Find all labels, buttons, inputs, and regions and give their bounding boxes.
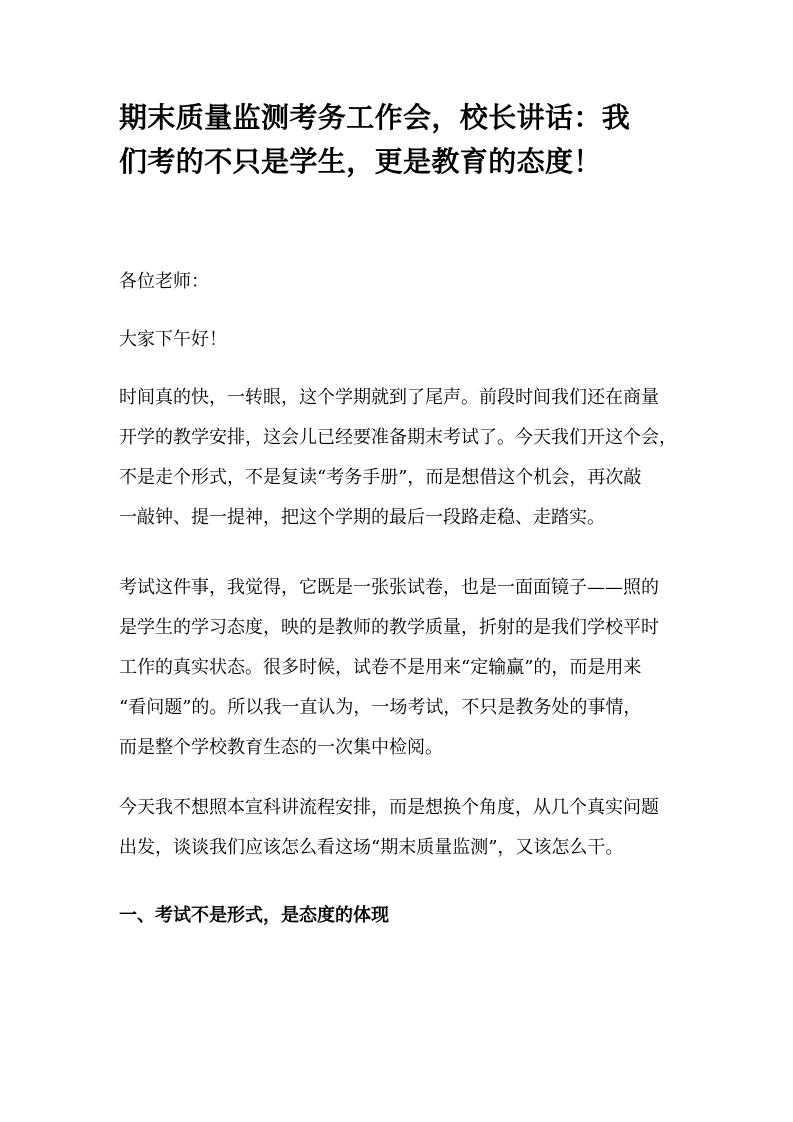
body-paragraph: [119, 378, 689, 538]
salutation: 各位老师：: [119, 271, 209, 292]
document-title: [119, 96, 689, 184]
title-line: 们考的不只是学生，更是教育的态度！: [119, 145, 602, 178]
paragraph-line: 工作的真实状态。很多时候，试卷不是用来“定输赢”的，而是用来: [119, 657, 642, 678]
body-paragraph: [119, 568, 689, 768]
paragraph-line: 不是走个形式，不是复读“考务手册”，而是想借这个机会，再次敲: [119, 467, 642, 488]
paragraph-line: 考试这件事，我觉得，它既是一张张试卷，也是一面面镜子——照的: [119, 577, 659, 598]
paragraph-line: 开学的教学安排，这会儿已经要准备期末考试了。今天我们开这个会，: [119, 427, 677, 448]
greeting: 大家下午好！: [119, 329, 227, 350]
paragraph-line: 而是整个学校教育生态的一次集中检阅。: [119, 737, 443, 758]
paragraph-line: “看问题”的。所以我一直认为，一场考试，不只是教务处的事情，: [119, 697, 642, 718]
body-paragraph: [119, 788, 689, 868]
paragraph-line: 今天我不想照本宣科讲流程安排，而是想换个角度，从几个真实问题: [119, 797, 659, 818]
section-heading: 一、考试不是形式，是态度的体现: [119, 905, 389, 926]
paragraph-line: 时间真的快，一转眼，这个学期就到了尾声。前段时间我们还在商量: [119, 387, 659, 408]
paragraph-line: 出发，谈谈我们应该怎么看这场“期末质量监测”，又该怎么干。: [119, 837, 624, 858]
title-line: 期末质量监测考务工作会，校长讲话：我: [119, 101, 631, 134]
paragraph-line: 是学生的学习态度，映的是教师的教学质量，折射的是我们学校平时: [119, 617, 659, 638]
paragraph-line: 一敲钟、提一提神，把这个学期的最后一段路走稳、走踏实。: [119, 507, 605, 528]
